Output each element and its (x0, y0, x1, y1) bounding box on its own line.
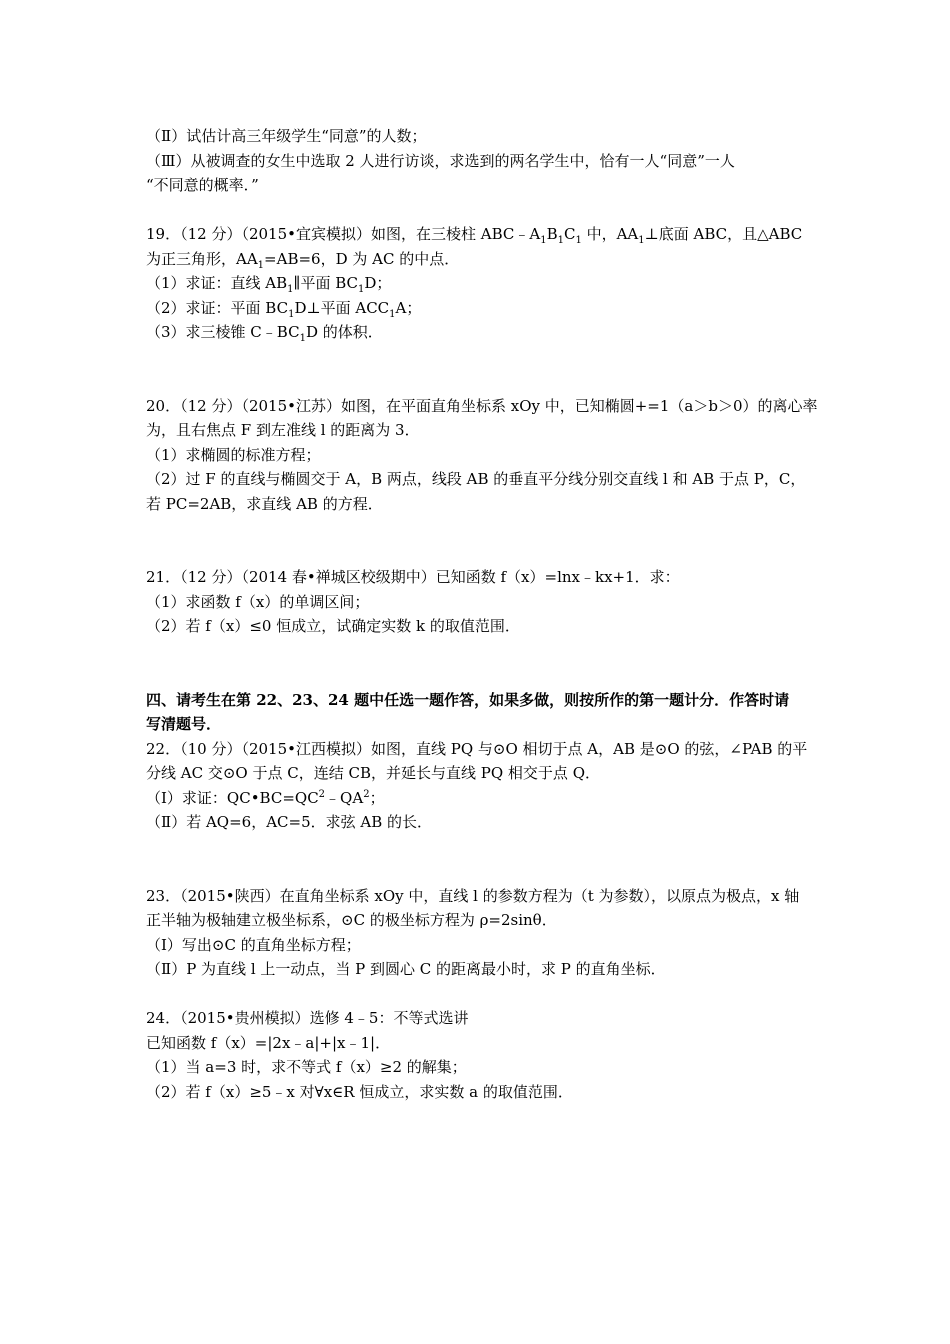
text-run: D⊥平面 ACC (294, 298, 390, 317)
text-run: （Ⅰ）求证：QC•BC=QC (146, 788, 319, 807)
spacer (146, 639, 816, 688)
q19-part-2 (146, 296, 816, 321)
text-run: （3）求三棱锥 C﹣BC (146, 323, 300, 341)
q23-stem-line2: 正半轴为极轴建立极坐标系，⊙C 的极坐标方程为 ρ=2sinθ． (146, 911, 557, 929)
q20-part-2-line1: （2）过 F 的直线与椭圆交于 A，B 两点，线段 AB 的垂直平分线分别交直线 l 和 AB 于点 P，C， (146, 470, 806, 488)
spacer (146, 198, 816, 223)
text-run: =AB=6，D 为 AC 的中点． (264, 249, 460, 268)
superscript: 2 (318, 788, 326, 800)
subscript: 1 (575, 235, 582, 246)
text-run: C (563, 225, 576, 243)
q21-part-2: （2）若 f（x）≤0 恒成立，试确定实数 k 的取值范围． (146, 617, 520, 635)
q19-stem-line1 (146, 222, 816, 247)
subscript: 1 (257, 259, 265, 271)
text-run: ∥平面 BC (293, 274, 359, 292)
q22-stem-line2: 分线 AC 交⊙O 于点 C，连结 CB，并延长与直线 PQ 相交于点 Q． (146, 764, 600, 782)
q24-part-1: （1）当 a=3 时，求不等式 f（x）≥2 的解集； (146, 1058, 467, 1076)
q22-part-ii: （Ⅱ）若 AQ=6，AC=5．求弦 AB 的长． (146, 813, 433, 831)
subscript: 1 (288, 308, 295, 320)
spacer (146, 982, 816, 1007)
text-run: ﹣QA (325, 788, 364, 807)
text-run: D 的体积． (305, 323, 383, 341)
q20-stem-line1: 20．（12 分）（2015•江苏）如图，在平面直角坐标系 xOy 中，已知椭圆+=1（a＞b＞0）的离心率 (146, 396, 818, 415)
text-run: B (546, 225, 558, 243)
text-run: （1）求证：直线 AB (146, 274, 288, 292)
subscript: 1 (389, 308, 396, 320)
subscript: 1 (287, 284, 294, 295)
subscript: 1 (299, 333, 306, 344)
text-run: D； (364, 274, 392, 292)
q19-part-1 (146, 271, 816, 296)
subscript: 1 (540, 235, 547, 246)
q22-part-i (146, 786, 816, 811)
section-heading-line2: 写清题号． (146, 715, 222, 733)
text-run: ； (369, 788, 385, 807)
q20-part-2-line2: 若 PC=2AB，求直线 AB 的方程． (146, 494, 383, 513)
spacer (146, 516, 816, 565)
text-run: 中，AA (581, 225, 639, 243)
q22-stem-line1: 22．（10 分）（2015•江西模拟）如图，直线 PQ 与⊙O 相切于点 A，AB 是⊙O 的弦，∠PAB 的平 (146, 739, 808, 758)
text-run: 19．（12 分）（2015•宜宾模拟）如图，在三棱柱 ABC﹣A (146, 225, 541, 243)
q23-part-i: （Ⅰ）写出⊙C 的直角坐标方程； (146, 935, 361, 954)
q18-part-ii: （Ⅱ）试估计高三年级学生“同意”的人数； (146, 127, 427, 145)
subscript: 1 (638, 235, 645, 246)
subscript: 1 (358, 284, 365, 295)
q24-part-2: （2）若 f（x）≥5﹣x 对∀x∈R 恒成立，求实数 a 的取值范围． (146, 1082, 573, 1101)
subscript: 1 (557, 235, 564, 246)
page-content (146, 124, 816, 1104)
superscript: 2 (363, 788, 370, 800)
q18-part-iii-line1: （Ⅲ）从被调查的女生中选取 2 人进行访谈，求选到的两名学生中，恰有一人“同意”一人 (146, 151, 735, 170)
q24-stem-line1: 24．（2015•贵州模拟）选修 4﹣5：不等式选讲 (146, 1009, 469, 1027)
q21-part-1: （1）求函数 f（x）的单调区间； (146, 592, 370, 611)
text-run: （2）求证：平面 BC (146, 298, 289, 317)
q23-part-ii: （Ⅱ）P 为直线 l 上一动点，当 P 到圆心 C 的距离最小时，求 P 的直角坐标． (146, 960, 666, 978)
q20-stem-line2: 为，且右焦点 F 到左准线 l 的距离为 3． (146, 421, 420, 439)
text-run: A； (395, 298, 422, 317)
text-run: ⊥底面 ABC，且△ABC (644, 225, 803, 243)
q21-stem: 21．（12 分）（2014 春•禅城区校级期中）已知函数 f（x）=lnx﹣kx+1．求： (146, 568, 680, 586)
spacer (146, 345, 816, 394)
q23-stem-line1: 23．（2015•陕西）在直角坐标系 xOy 中，直线 l 的参数方程为（t 为参数），以原点为极点，x 轴 (146, 886, 800, 905)
text-run: 为正三角形，AA (146, 249, 258, 268)
section-heading-line1: 四、请考生在第 22、23、24 题中任选一题作答，如果多做，则按所作的第一题计分．作答时请 (146, 690, 790, 709)
q20-part-1: （1）求椭圆的标准方程； (146, 445, 321, 464)
q19-part-3 (146, 320, 816, 345)
q18-part-iii-line2: “不同意的概率．” (146, 176, 259, 194)
q19-stem-line2 (146, 247, 816, 272)
q24-stem-line2: 已知函数 f（x）=|2x﹣a|+|x﹣1|． (146, 1033, 391, 1052)
spacer (146, 835, 816, 884)
